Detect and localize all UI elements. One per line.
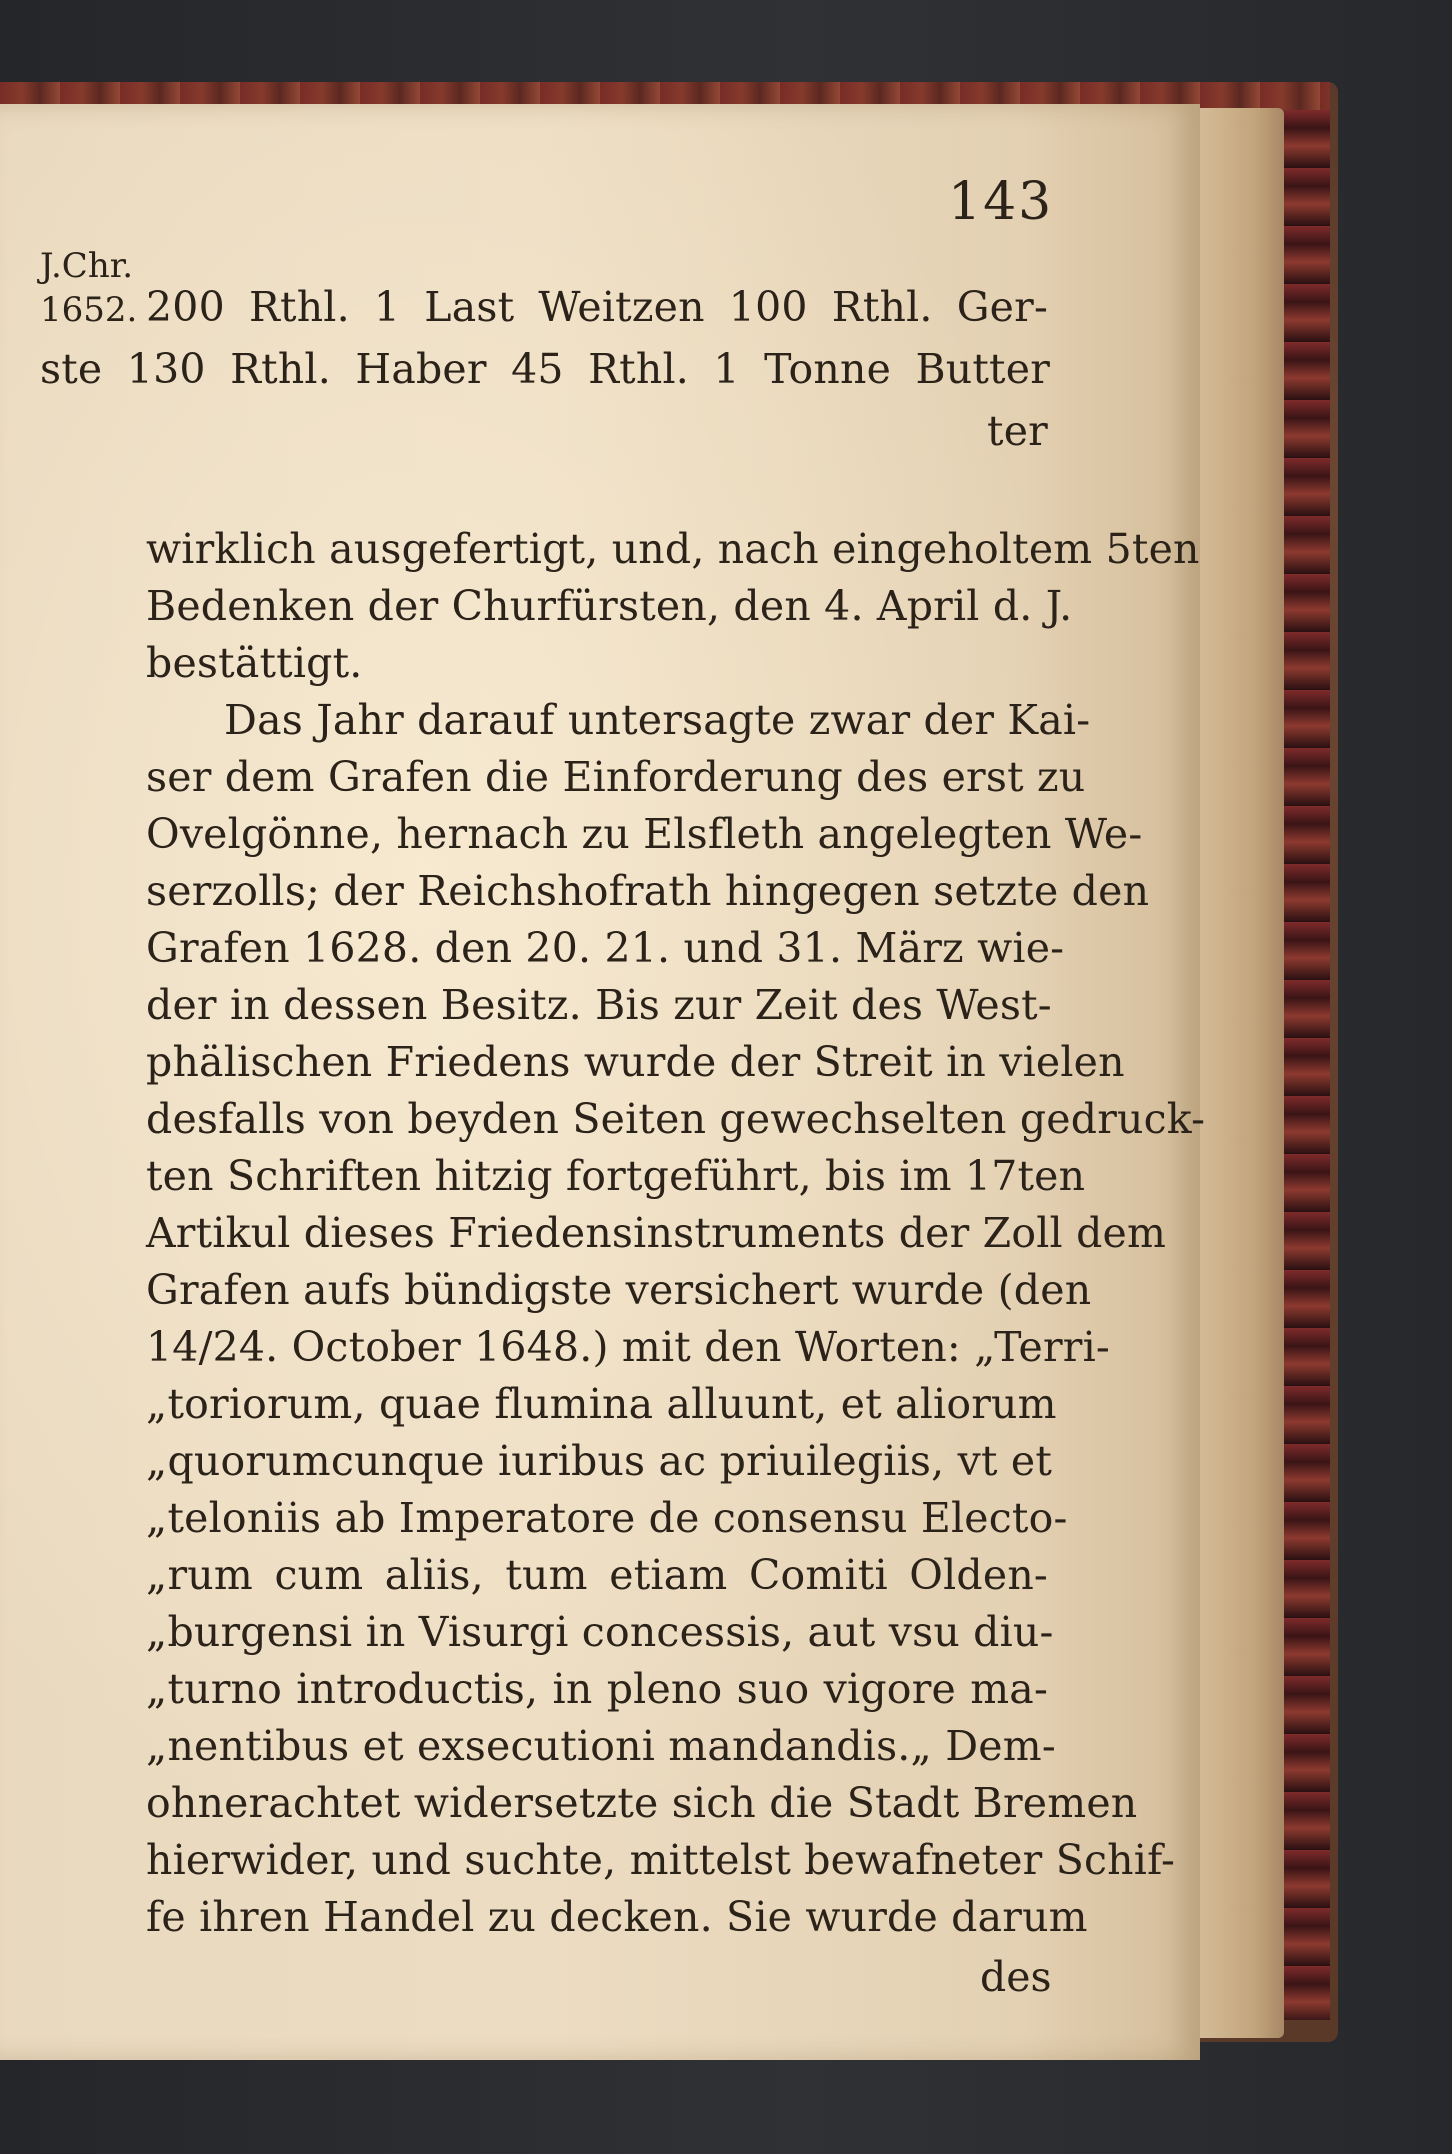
text-line-5: Bedenken der Churfürsten, den 4. April d. J. — [146, 582, 1073, 630]
text-line-28: fe ihren Handel zu decken. Sie wurde darum — [146, 1893, 1088, 1941]
book-page — [0, 104, 1206, 2060]
margin-note-year: 1652. — [40, 290, 138, 330]
text-line-6: bestättigt. — [146, 639, 363, 687]
text-line-14: desfalls von beyden Seiten gewechselten gedruck- — [146, 1095, 1206, 1143]
text-line-16: Artikul dieses Friedensinstruments der Zoll dem — [146, 1209, 1167, 1257]
page-content — [0, 104, 1206, 2060]
text-line-26: ohnerachtet widersetzte sich die Stadt Bremen — [146, 1779, 1138, 1827]
text-line-7: Das Jahr darauf untersagte zwar der Kai- — [224, 696, 1091, 744]
page-fore-edge — [1188, 108, 1284, 2038]
margin-note — [40, 244, 137, 332]
text-line-2: ste 130 Rthl. Haber 45 Rthl. 1 Tonne Butter — [40, 345, 1050, 393]
page-number: 143 — [948, 172, 1054, 232]
text-line-10: serzolls; der Reichshofrath hingegen setzte den — [146, 867, 1150, 915]
text-line-20: „quorumcunque iuribus ac priuilegiis, vt et — [146, 1437, 1053, 1485]
text-line-17: Grafen aufs bündigste versichert wurde (den — [146, 1266, 1092, 1314]
cover-right-edge — [1280, 110, 1330, 2020]
text-line-25: „nentibus et exsecutioni mandandis.„ Dem- — [146, 1722, 1056, 1770]
text-line-19: „toriorum, quae flumina alluunt, et aliorum — [146, 1380, 1057, 1428]
text-line-27: hierwider, und suchte, mittelst bewafneter Schif- — [146, 1836, 1176, 1884]
text-line-3: ter — [987, 407, 1048, 455]
text-line-13: phälischen Friedens wurde der Streit in vielen — [146, 1038, 1125, 1086]
catchword: des — [980, 1953, 1052, 2001]
text-line-9: Ovelgönne, hernach zu Elsfleth angelegten We- — [146, 810, 1143, 858]
text-line-21: „teloniis ab Imperatore de consensu Electo- — [146, 1494, 1068, 1542]
margin-note-era: J.Chr. — [40, 246, 134, 286]
text-line-24: „turno introductis, in pleno suo vigore ma- — [146, 1665, 1048, 1713]
text-line-12: der in dessen Besitz. Bis zur Zeit des West- — [146, 981, 1052, 1029]
text-line-11: Grafen 1628. den 20. 21. und 31. März wie- — [146, 924, 1065, 972]
text-line-22: „rum cum aliis, tum etiam Comiti Olden- — [146, 1551, 1048, 1599]
text-line-4: wirklich ausgefertigt, und, nach eingeholtem 5ten — [146, 525, 1200, 573]
text-line-18: 14/24. October 1648.) mit den Worten: „Terri- — [146, 1323, 1110, 1371]
text-line-23: „burgensi in Visurgi concessis, aut vsu diu- — [146, 1608, 1054, 1656]
text-line-1: 200 Rthl. 1 Last Weitzen 100 Rthl. Ger- — [146, 283, 1048, 331]
text-line-15: ten Schriften hitzig fortgeführt, bis im 17ten — [146, 1152, 1086, 1200]
text-line-8: ser dem Grafen die Einforderung des erst zu — [146, 753, 1086, 801]
